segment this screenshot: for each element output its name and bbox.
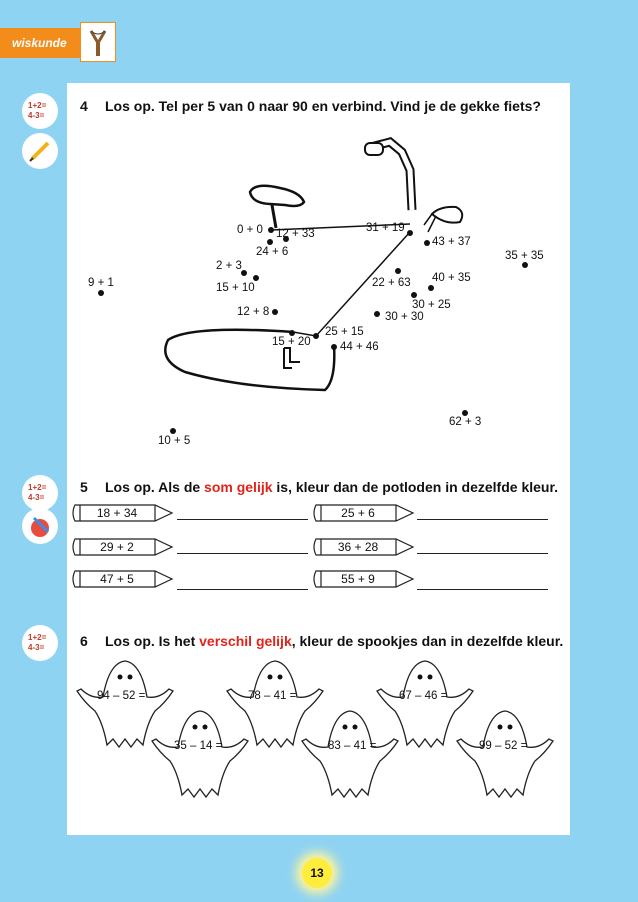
sum-badge-icon: 1+2= 4-3=	[22, 93, 58, 129]
dot-label: 15 + 10	[216, 282, 255, 294]
ghost-difference[interactable]: 78 – 41 =	[248, 690, 297, 702]
page-number: 13	[302, 858, 332, 888]
sum-badge-icon-5: 1+2= 4-3=	[22, 475, 58, 511]
dot-label: 43 + 37	[432, 236, 471, 248]
dot-label: 10 + 5	[158, 435, 191, 447]
dot-label: 0 + 0	[237, 224, 263, 236]
dot-label: 24 + 6	[256, 246, 289, 258]
dot-label: 25 + 15	[325, 326, 364, 338]
ghost-difference[interactable]: 67 – 46 =	[399, 690, 448, 702]
exercise-5-instruction: Los op. Als de som gelijk is, kleur dan de potloden in dezelfde kleur.	[105, 479, 559, 495]
pencil-sum: 18 + 34	[96, 506, 138, 520]
dot-label: 31 + 19	[366, 222, 405, 234]
exercise-4-number: 4	[80, 98, 88, 114]
dot-label: 2 + 3	[216, 260, 242, 272]
pencil-sum: 47 + 5	[100, 572, 134, 586]
pencil-sum: 55 + 9	[341, 572, 375, 586]
dot-label: 15 + 20	[272, 336, 311, 348]
pencil-sum: 36 + 28	[337, 540, 379, 554]
dot-label: 35 + 35	[505, 250, 544, 262]
dot-label: 30 + 25	[412, 299, 451, 311]
dot-label: 12 + 8	[237, 306, 270, 318]
exercise-6-instruction: Los op. Is het verschil gelijk, kleur de spookjes dan in dezelfde kleur.	[105, 633, 564, 649]
dot-label: 30 + 30	[385, 311, 424, 323]
sum-badge-icon-6: 1+2= 4-3=	[22, 625, 58, 661]
ghost-difference[interactable]: 99 – 52 =	[479, 740, 528, 752]
pencil-sum: 29 + 2	[100, 540, 134, 554]
dot-label: 9 + 1	[88, 277, 114, 289]
dot-label: 44 + 46	[340, 341, 379, 353]
ghost-difference[interactable]: 94 – 52 =	[97, 690, 146, 702]
dot-label: 40 + 35	[432, 272, 471, 284]
pencil-sum: 25 + 6	[341, 506, 375, 520]
ghost-difference[interactable]: 83 – 41 =	[328, 740, 377, 752]
ghost-difference[interactable]: 35 – 14 =	[174, 740, 223, 752]
dot-label: 12 + 33	[276, 228, 315, 240]
dot-label: 62 + 3	[449, 416, 482, 428]
exercise-6-number: 6	[80, 633, 88, 649]
exercise-4-instruction: Los op. Tel per 5 van 0 naar 90 en verbind. Vind je de gekke fiets?	[105, 98, 541, 114]
subject-label: wiskunde	[12, 36, 67, 50]
exercise-5-number: 5	[80, 479, 88, 495]
dot-label: 22 + 63	[372, 277, 411, 289]
